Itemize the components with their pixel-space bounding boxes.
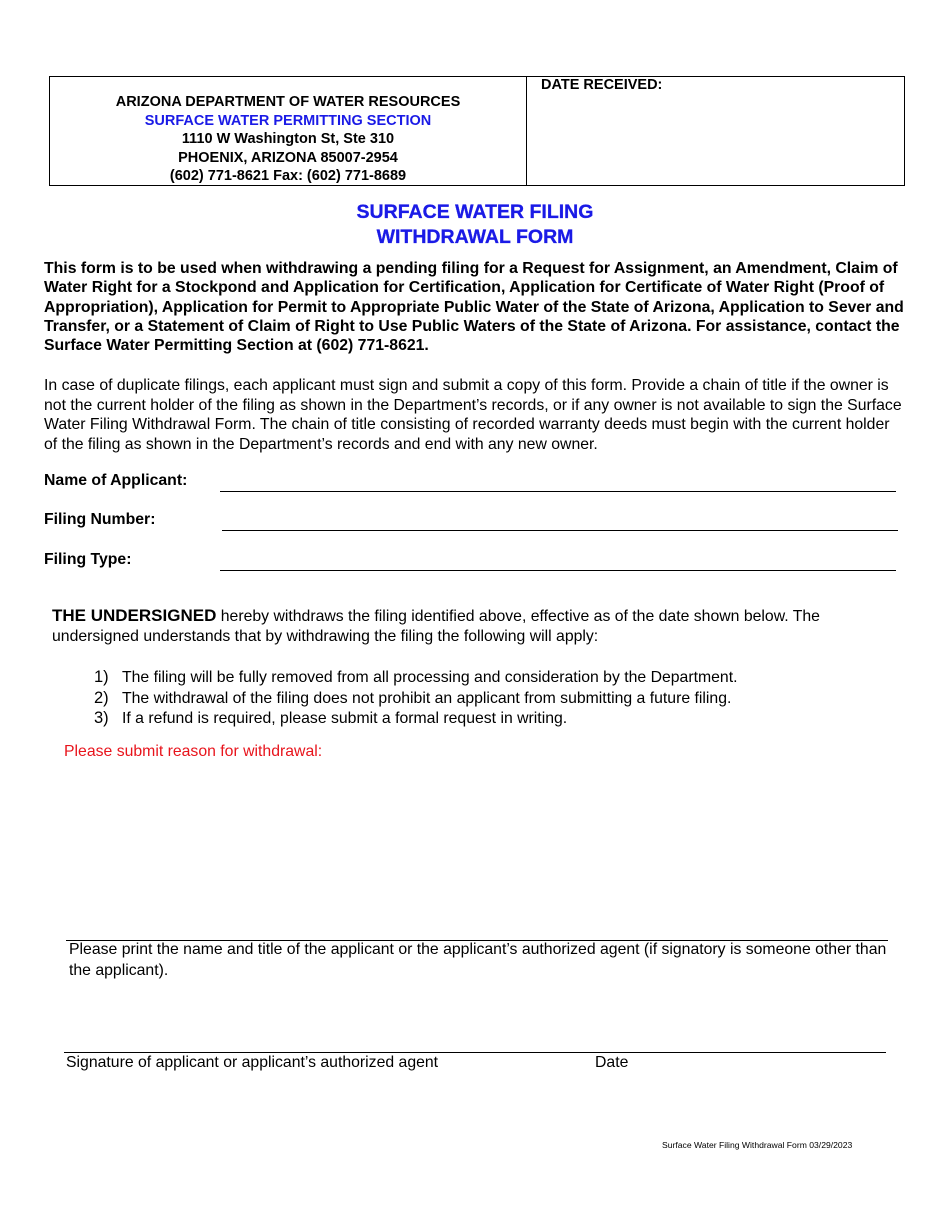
list-item-text: The withdrawal of the filing does not prohibit an applicant from submitting a future filing. [122,689,732,707]
phone-fax: (602) 771-8621 Fax: (602) 771-8689 [169,168,407,184]
list-item-text: The filing will be fully removed from all processing and consideration by the Department. [122,669,738,686]
applicant-name-field [44,472,896,494]
filing-type-input-line[interactable] [220,570,896,571]
signature-input-line[interactable] [64,1052,886,1053]
undersigned-text: hereby withdraws the filing identified above, effective as of the date shown below. The undersigned understands that by withdrawing the filing the following will apply: [52,608,820,645]
form-title-line-2: WITHDRAWAL FORM [376,226,574,248]
list-item [94,668,904,689]
filing-type-label: Filing Type: [44,551,132,568]
agency-contact-block [50,77,527,185]
address-line-1: 1110 W Washington St, Ste 310 [181,131,395,147]
print-name-caption: Please print the name and title of the applicant or the applicant’s authorized agent (if signatory is someone other than the applicant). [69,941,887,979]
agency-name: ARIZONA DEPARTMENT OF WATER RESOURCES [115,94,461,110]
signature-caption: Signature of applicant or applicant’s authorized agent [66,1054,439,1071]
applicant-name-input-line[interactable] [220,491,896,492]
form-footer: Surface Water Filing Withdrawal Form 03/29/2023 [662,1140,853,1150]
date-caption: Date [595,1054,629,1071]
undersigned-lead: THE UNDERSIGNED [52,606,217,625]
date-received-box[interactable] [527,77,904,185]
list-item-number: 1) [94,668,109,686]
list-item-number: 3) [94,709,109,727]
applicant-name-label: Name of Applicant: [44,472,188,489]
filing-number-label: Filing Number: [44,511,156,528]
section-name: SURFACE WATER PERMITTING SECTION [144,112,432,129]
list-item-text: If a refund is required, please submit a formal request in writing. [122,710,568,727]
filing-number-input-line[interactable] [222,530,898,531]
address-line-2: PHOENIX, ARIZONA 85007-2954 [178,149,398,166]
filing-type-field [44,551,896,573]
filing-number-field [44,511,896,533]
undersigned-statement [52,606,904,647]
list-item [94,709,904,730]
agency-header-box [49,76,905,186]
date-received-label: DATE RECEIVED: [541,77,663,93]
list-item [94,689,904,710]
withdrawal-reason-label: Please submit reason for withdrawal: [64,743,323,760]
form-title-line-1: SURFACE WATER FILING [356,201,594,223]
intro-instructions: This form is to be used when withdrawing a pending filing for a Request for Assignment, an Amendment, Claim of Water Right for a Stockpond and Application for Certification, Application for Certificate of Water Right (Proof of Appropriation), Application for Permit to Appropriate Public Water of the State of Arizona, Application to Sever and Transfer, or a Statement of Claim of Right to Use Public Waters of the State of Arizona. For assistance, contact the Surface Water Permitting Section at (602) 771-8621. [44,260,904,355]
withdrawal-conditions-list [94,668,904,730]
list-item-number: 2) [94,688,109,707]
duplicate-filings-note: In case of duplicate filings, each applicant must sign and submit a copy of this form. Provide a chain of title if the owner is not the current holder of the filing as shown in the Department’s records, or if any owner is not available to sign the Surface Water Filing Withdrawal Form. The chain of title consisting of recorded warranty deeds must begin with the current holder of the filing as shown in the Department’s records and end with any new owner. [44,377,902,453]
form-title [0,200,950,250]
